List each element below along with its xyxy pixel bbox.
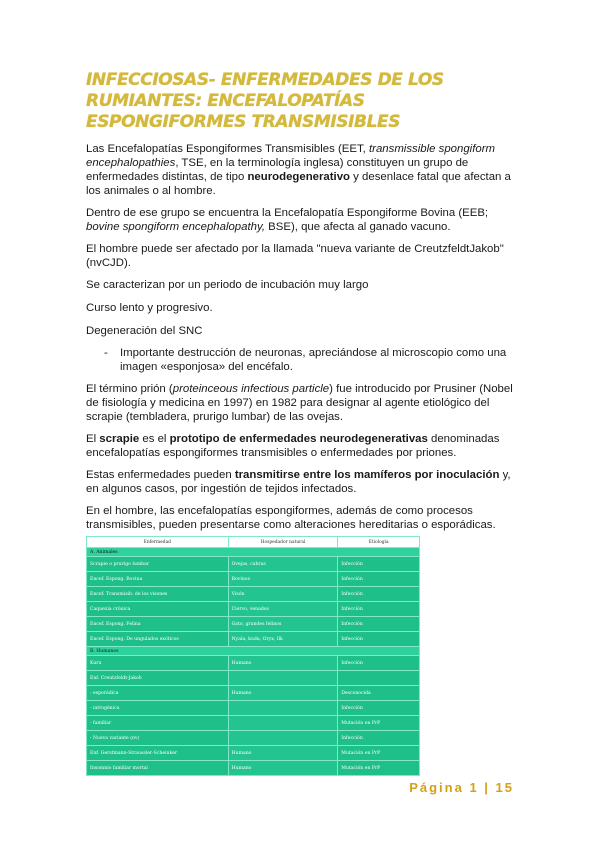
text-italic: bovine spongiform encephalopathy,: [86, 221, 265, 233]
table-cell: Scrapie o prurigo lumbar: [87, 557, 229, 572]
text-run: y desenlace fatal que afectan a los animales o al hombre.: [86, 171, 511, 197]
table-row: [87, 557, 420, 572]
text-italic: proteinceous infectious particle: [172, 383, 330, 395]
table-row: [87, 572, 420, 587]
bullet-item: [86, 346, 516, 374]
table-cell: Infección: [338, 587, 420, 602]
text-run: Las Encefalopatías Espongiformes Transmisibles (EET,: [86, 143, 369, 155]
table-cell: Visón: [228, 587, 338, 602]
table-cell: - Nueva variante (nv): [87, 731, 229, 746]
text-bold: transmitirse entre los mamíferos por inoculación: [234, 469, 500, 481]
text-run: El: [86, 433, 100, 445]
table-cell: Kuru: [87, 656, 229, 671]
table-cell: Humano: [228, 746, 338, 761]
table-cell: Desconocida: [338, 686, 420, 701]
table-cell: Infección: [338, 701, 420, 716]
table-row: [87, 701, 420, 716]
paragraph-scrapie: [86, 432, 516, 460]
table-row: [87, 632, 420, 647]
table-cell: [228, 701, 338, 716]
text-run: , TSE, en la terminología inglesa) constituyen un grupo de enfermedades distintas, de tipo: [86, 157, 469, 183]
text-bold: scrapie: [99, 433, 140, 445]
table-cell: Nyala, kudu, Oryx, Ilk: [228, 632, 338, 647]
table-header-cell: Etiología: [338, 537, 420, 548]
table-cell: Encef. Transmisib. de los visones: [87, 587, 229, 602]
prion-disease-table: [86, 536, 420, 776]
table-cell: Infección: [338, 731, 420, 746]
table-cell: Encef. Espong. Bovina: [87, 572, 229, 587]
paragraph-human: En el hombre, las encefalopatías espongiformes, además de como procesos transmisibles, pueden presentarse como alteraciones hereditarias o esporádicas.: [86, 505, 496, 531]
text-run: El término prión (: [86, 383, 173, 395]
paragraph-course: Curso lento y progresivo.: [86, 302, 213, 314]
table-cell: Gato, grandes felinos: [228, 617, 338, 632]
table-cell: Insomnio familiar mortal: [87, 761, 229, 776]
text-run: es el: [139, 433, 170, 445]
table-cell: Enf. Gerstmann-Straussler-Scheinker: [87, 746, 229, 761]
table-cell: Humano: [228, 656, 338, 671]
table-row: [87, 731, 420, 746]
text-bold: prototipo de enfermedades neurodegenerativas: [169, 433, 428, 445]
table-cell: Caquexia crónica: [87, 602, 229, 617]
table-cell: Mutación en PrP: [338, 761, 420, 776]
text-bold: neurodegenerativo: [247, 171, 351, 183]
paragraph-incubation: Se caracterizan por un periodo de incubación muy largo: [86, 279, 369, 291]
table-cell: Infección: [338, 617, 420, 632]
table-cell: [228, 731, 338, 746]
table-group-label: A. Animales: [87, 548, 420, 557]
table-cell: - iatrogénica: [87, 701, 229, 716]
table-group-label: B. Humanos: [87, 647, 420, 656]
table-row: [87, 761, 420, 776]
table-row: [87, 746, 420, 761]
table-cell: Encef. Espong. Felina: [87, 617, 229, 632]
text-run: Estas enfermedades pueden: [86, 469, 235, 481]
table-header-cell: Hospedador natural: [228, 537, 338, 548]
table-row: [87, 656, 420, 671]
table-row: [87, 587, 420, 602]
table-cell: Enf. Creutzfeldt-Jakob: [87, 671, 229, 686]
bullet-dash: -: [104, 347, 108, 359]
table-cell: - esporádica: [87, 686, 229, 701]
table-group-row: [87, 548, 420, 557]
table-cell: [228, 671, 338, 686]
table-cell: Infección: [338, 602, 420, 617]
table-cell: Bovinos: [228, 572, 338, 587]
paragraph-snc: Degeneración del SNC: [86, 325, 203, 337]
table-row: [87, 602, 420, 617]
paragraph-eeb: [86, 206, 516, 234]
table-row: [87, 617, 420, 632]
table-cell: [228, 716, 338, 731]
table-header-row: [87, 537, 420, 548]
paragraph-nvcjd: El hombre puede ser afectado por la llamada "nueva variante de CreutzfeldtJakob" (nvCJD).: [86, 243, 504, 269]
table-cell: Infección: [338, 656, 420, 671]
table-header-cell: Enfermedad: [87, 537, 229, 548]
table-cell: Encef. Espong. De ungulados exóticos: [87, 632, 229, 647]
paragraph-prion: [86, 382, 516, 424]
text-run: BSE), que afecta al ganado vacuno.: [265, 221, 451, 233]
table-cell: Infección: [338, 632, 420, 647]
paragraph-transmission: [86, 468, 516, 496]
table-cell: Mutación en PrP: [338, 716, 420, 731]
text-run: y, en algunos casos, por ingestión de tejidos infectados.: [86, 469, 511, 495]
table-row: [87, 671, 420, 686]
table-cell: Infección: [338, 557, 420, 572]
bullet-text: Importante destrucción de neuronas, apreciándose al microscopio como una imagen «esponjosa» del encéfalo.: [120, 347, 507, 373]
table-cell: [338, 671, 420, 686]
table-cell: Ciervo, venados: [228, 602, 338, 617]
table-cell: - familiar: [87, 716, 229, 731]
table-cell: Mutación en PrP: [338, 746, 420, 761]
text-run: ) fue introducido por Prusiner (Nobel de fisiología y medicina en 1997) en 1982 para designar al agente etiológico del scrapie (tembladera, prurigo lumbar) de las ovejas.: [86, 383, 513, 423]
page-number: Página 1 | 15: [409, 780, 514, 795]
document-title: INFECCIOSAS- ENFERMEDADES DE LOS RUMIANTES: ENCEFALOPATÍAS ESPONGIFORMES TRANSMISIBLES: [86, 70, 444, 132]
table-cell: Humano: [228, 686, 338, 701]
table-cell: Ovejas, cabras: [228, 557, 338, 572]
paragraph-eet-definition: [86, 142, 516, 198]
table-row: [87, 686, 420, 701]
text-run: denominadas encefalopatías espongiformes transmisibles o enfermedades por priones.: [86, 433, 500, 459]
table-group-row: [87, 647, 420, 656]
table-cell: Humano: [228, 761, 338, 776]
document-body: [86, 142, 516, 540]
text-italic: transmissible spongiform encephalopathies: [86, 143, 495, 169]
table-row: [87, 716, 420, 731]
text-run: Dentro de ese grupo se encuentra la Encefalopatía Espongiforme Bovina (EEB;: [86, 207, 489, 219]
table-cell: Infección: [338, 572, 420, 587]
